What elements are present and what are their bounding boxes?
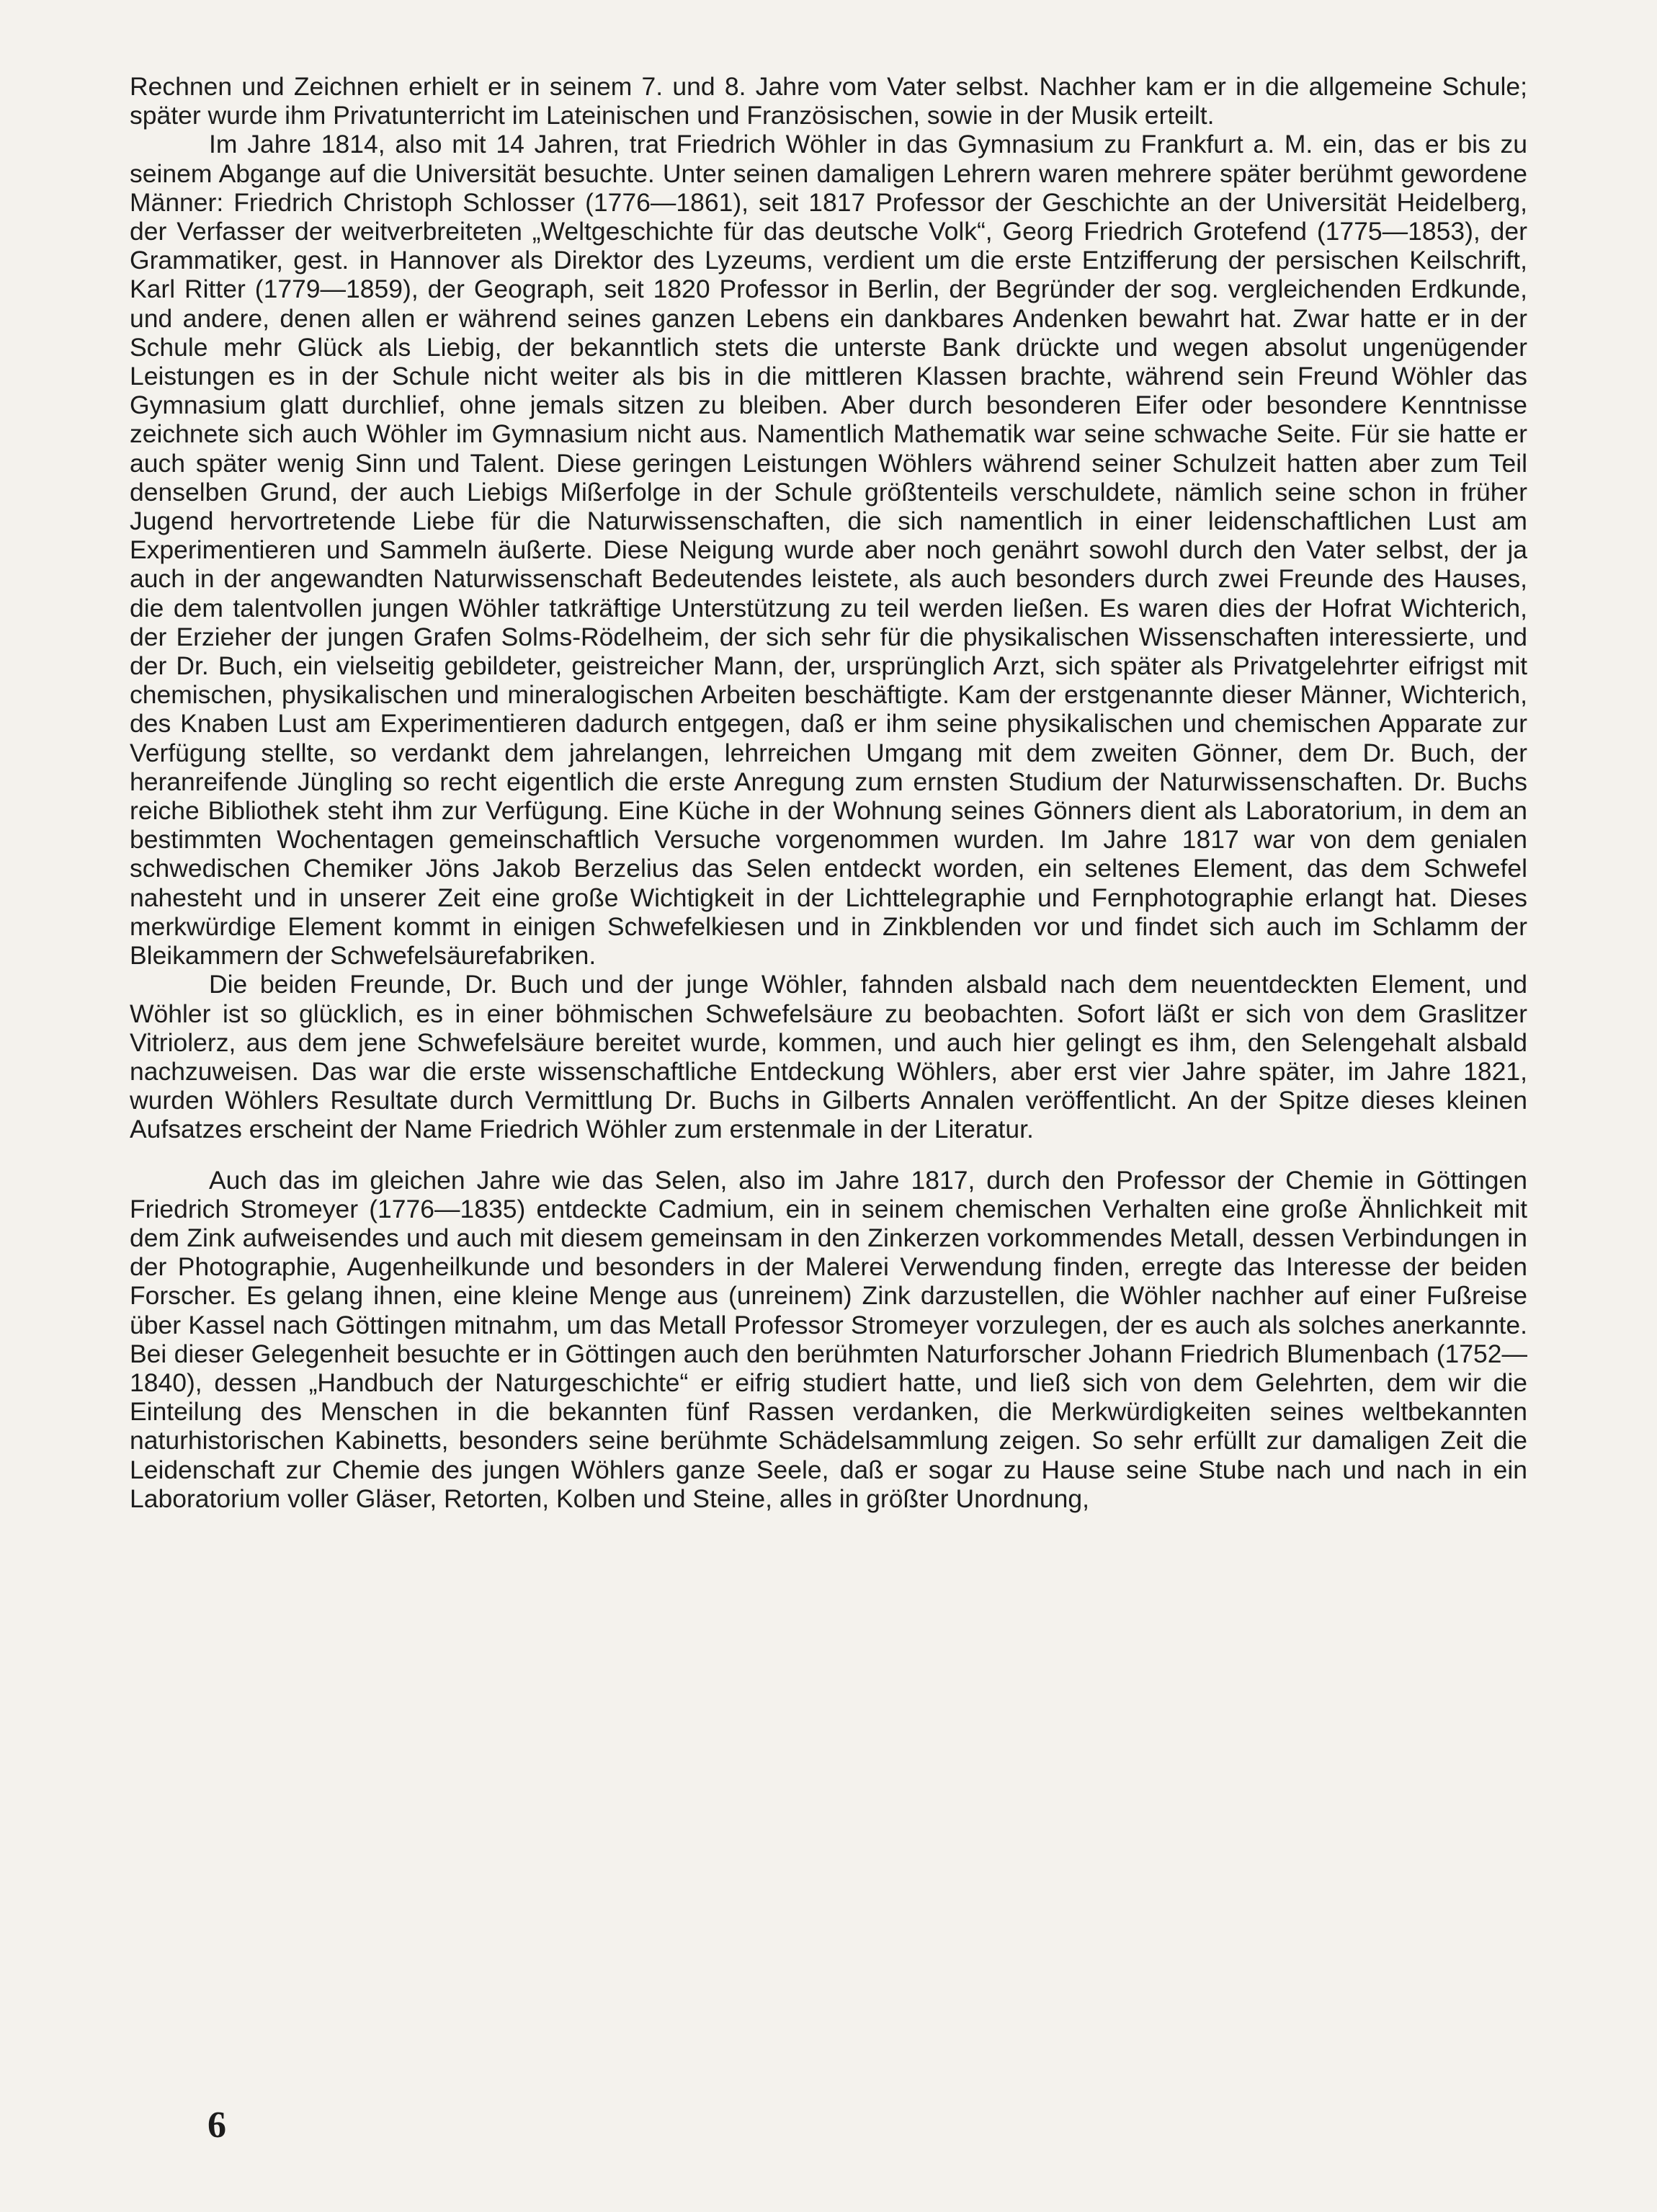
body-text <box>130 72 1527 1513</box>
paragraph-4: Auch das im gleichen Jahre wie das Selen, also im Jahre 1817, durch den Professor der Chemie in Göttingen Friedrich Stromeyer (1776—1835) entdeckte Cadmium, ein in seinem chemischen Verhalten eine große Ähnlichkeit mit dem Zink aufweisendes und auch mit diesem gemeinsam in den Zinkerzen vorkommendes Metall, dessen Verbindungen in der Photographie, Augenheilkunde und besonders in der Malerei Verwendung finden, erregte das Interesse der beiden Forscher. Es gelang ihnen, eine kleine Menge aus (unreinem) Zink darzustellen, die Wöhler nachher auf einer Fußreise über Kassel nach Göttingen mitnahm, um das Metall Professor Stromeyer vorzulegen, der es auch als solches anerkannte. Bei dieser Gelegenheit besuchte er in Göttingen auch den berühmten Naturforscher Johann Friedrich Blumenbach (1752—1840), dessen „Handbuch der Naturgeschichte“ er eifrig studiert hatte, und ließ sich von dem Gelehrten, dem wir die Einteilung des Menschen in die bekannten fünf Rassen verdanken, die Merkwürdigkeiten seines weltbekannten naturhistorischen Kabinetts, besonders seine berühmte Schädelsammlung zeigen. So sehr erfüllt zur damaligen Zeit die Leidenschaft zur Chemie des jungen Wöhlers ganze Seele, daß er sogar zu Hause seine Stube nach und nach in ein Laboratorium voller Gläser, Retorten, Kolben und Steine, alles in größter Unordnung, <box>130 1165 1527 1513</box>
page-number: 6 <box>207 2105 226 2146</box>
paragraph-2: Im Jahre 1814, also mit 14 Jahren, trat Friedrich Wöhler in das Gymnasium zu Frankfurt a. M. ein, das er bis zu seinem Abgange auf die Universität besuchte. Unter seinen damaligen Lehrern waren mehrere später berühmt gewordene Männer: Friedrich Christoph Schlosser (1776—1861), seit 1817 Professor der Geschichte an der Universität Heidelberg, der Verfasser der weitverbreiteten „Weltgeschichte für das deutsche Volk“, Georg Friedrich Grotefend (1775—1853), der Grammatiker, gest. in Hannover als Direktor des Lyzeums, verdient um die erste Entzifferung der persischen Keilschrift, Karl Ritter (1779—1859), der Geograph, seit 1820 Professor in Berlin, der Begründer der sog. vergleichenden Erdkunde, und andere, denen allen er während seines ganzen Lebens ein dankbares Andenken bewahrt hat. Zwar hatte er in der Schule mehr Glück als Liebig, der bekanntlich stets die unterste Bank drückte und wegen absolut ungenügender Leistungen es in der Schule nicht weiter als bis in die mittleren Klassen brachte, während sein Freund Wöhler das Gymnasium glatt durchlief, ohne jemals sitzen zu bleiben. Aber durch besonderen Eifer oder besondere Kenntnisse zeichnete sich auch Wöhler im Gymnasium nicht aus. Namentlich Mathematik war seine schwache Seite. Für sie hatte er auch später wenig Sinn und Talent. Diese geringen Leistungen Wöhlers während seiner Schulzeit hatten aber zum Teil denselben Grund, der auch Liebigs Mißerfolge in der Schule größtenteils verschuldete, nämlich seine schon in früher Jugend hervortretende Liebe für die Naturwissenschaften, die sich namentlich in einer leidenschaftlichen Lust am Experimentieren und Sammeln äußerte. Diese Neigung wurde aber noch genährt sowohl durch den Vater selbst, der ja auch in der angewandten Naturwissenschaft Bedeutendes leistete, als auch besonders durch zwei Freunde des Hauses, die dem talentvollen jungen Wöhler tatkräftige Unterstützung zu teil werden ließen. Es waren dies der Hofrat Wichterich, der Erzieher der jungen Grafen Solms-Rödelheim, der sich sehr für die physikalischen Wissenschaften interessierte, und der Dr. Buch, ein vielseitig gebildeter, geistreicher Mann, der, ursprünglich Arzt, sich später als Privatgelehrter eifrigst mit chemischen, physikalischen und mineralogischen Arbeiten beschäftigte. Kam der erstgenannte dieser Männer, Wichterich, des Knaben Lust am Experimentieren dadurch entgegen, daß er ihm seine physikalischen und chemischen Apparate zur Verfügung stellte, so verdankt dem jahrelangen, lehrreichen Umgang mit dem zweiten Gönner, dem Dr. Buch, der heranreifende Jüngling so recht eigentlich die erste Anregung zum ernsten Studium der Naturwissenschaften. Dr. Buchs reiche Bibliothek steht ihm zur Verfügung. Eine Küche in der Wohnung seines Gönners dient als Laboratorium, in dem an bestimmten Wochentagen gemeinschaftlich Versuche vorgenommen wurden. Im Jahre 1817 war von dem genialen schwedischen Chemiker Jöns Jakob Berzelius das Selen entdeckt worden, ein seltenes Element, das dem Schwefel nahesteht und in unserer Zeit eine große Wichtigkeit in der Lichttelegraphie und Fernphotographie erlangt hat. Dieses merkwürdige Element kommt in einigen Schwefelkiesen und in Zinkblenden vor und findet sich auch im Schlamm der Bleikammern der Schwefelsäurefabriken. <box>130 130 1527 971</box>
paragraph-1: Rechnen und Zeichnen erhielt er in seinem 7. und 8. Jahre vom Vater selbst. Nachher kam er in die allgemeine Schule; später wurde ihm Privatunterricht im Lateinischen und Französischen, sowie in der Musik erteilt. <box>130 72 1527 130</box>
paragraph-3: Die beiden Freunde, Dr. Buch und der junge Wöhler, fahnden alsbald nach dem neuentdeckten Element, und Wöhler ist so glücklich, es in einer böhmischen Schwefelsäure zu beobachten. Sofort läßt er sich von dem Graslitzer Vitriolerz, aus dem jene Schwefelsäure bereitet wurde, kommen, und auch hier gelingt es ihm, den Selengehalt alsbald nachzuweisen. Das war die erste wissenschaftliche Entdeckung Wöhlers, aber erst vier Jahre später, im Jahre 1821, wurden Wöhlers Resultate durch Vermittlung Dr. Buchs in Gilberts Annalen veröffentlicht. An der Spitze dieses kleinen Aufsatzes erscheint der Name Friedrich Wöhler zum erstenmale in der Literatur. <box>130 970 1527 1144</box>
